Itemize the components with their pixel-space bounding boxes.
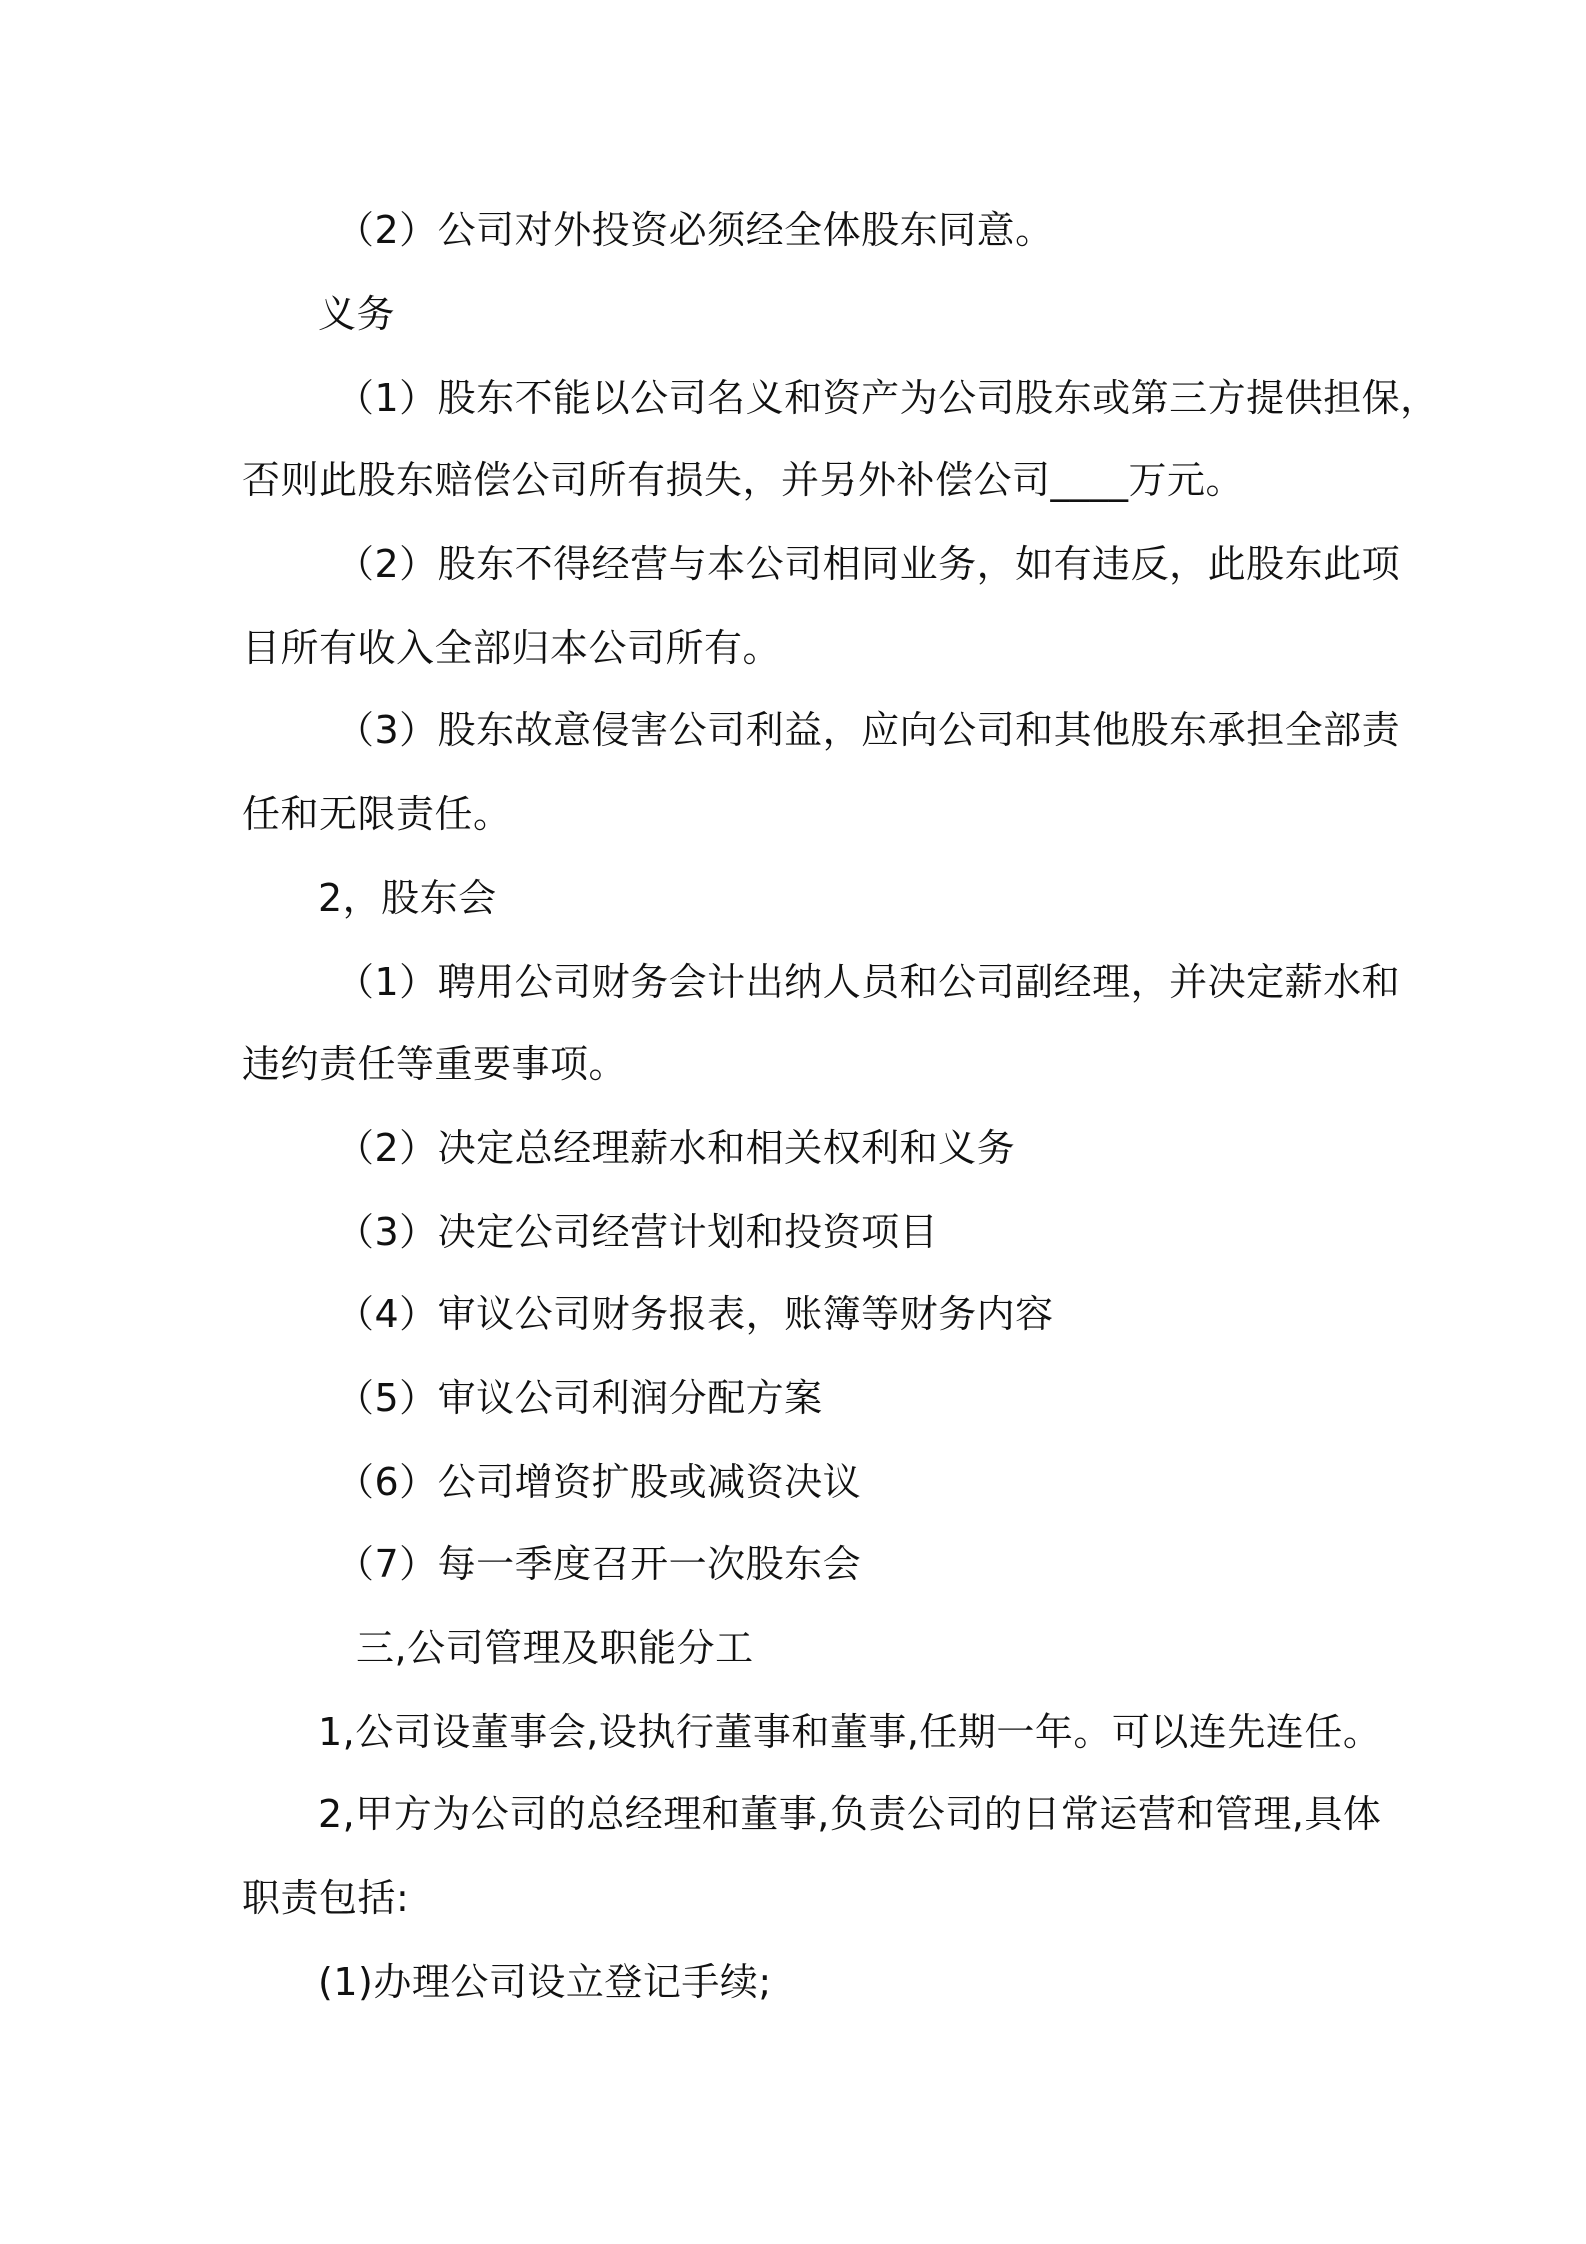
list-item: （7）每一季度召开一次股东会 [336, 1542, 862, 1586]
list-item: （3）决定公司经营计划和投资项目 [336, 1210, 939, 1254]
paragraph-line: （1）股东不能以公司名义和资产为公司股东或第三方提供担保， [336, 376, 1439, 420]
section-heading: 三,公司管理及职能分工 [356, 1626, 754, 1670]
paragraph-line: （3）股东故意侵害公司利益，应向公司和其他股东承担全部责 [336, 708, 1401, 752]
list-item: （6）公司增资扩股或减资决议 [336, 1460, 862, 1504]
list-item: (1)办理公司设立登记手续; [318, 1960, 772, 2004]
paragraph-line: （2）公司对外投资必须经全体股东同意。 [336, 208, 1054, 252]
section-heading: 2，股东会 [318, 876, 497, 920]
list-item: （5）审议公司利润分配方案 [336, 1376, 823, 1420]
list-item: （2）决定总经理薪水和相关权利和义务 [336, 1126, 1016, 1170]
section-heading: 义务 [318, 292, 396, 336]
paragraph-line: 2,甲方为公司的总经理和董事,负责公司的日常运营和管理,具体 [318, 1792, 1382, 1836]
paragraph-line: （2）股东不得经营与本公司相同业务，如有违反，此股东此项 [336, 542, 1401, 586]
paragraph-line: 1,公司设董事会,设执行董事和董事,任期一年。可以连先连任。 [318, 1710, 1382, 1754]
paragraph-line: 目所有收入全部归本公司所有。 [242, 626, 782, 670]
paragraph-line: 职责包括: [242, 1876, 410, 1920]
paragraph-line: （1）聘用公司财务会计出纳人员和公司副经理，并决定薪水和 [336, 960, 1401, 1004]
paragraph-line: 违约责任等重要事项。 [242, 1042, 628, 1086]
paragraph-line: 否则此股东赔偿公司所有损失，并另外补偿公司____万元。 [242, 458, 1245, 502]
list-item: （4）审议公司财务报表，账簿等财务内容 [336, 1292, 1054, 1336]
paragraph-line: 任和无限责任。 [242, 792, 512, 836]
